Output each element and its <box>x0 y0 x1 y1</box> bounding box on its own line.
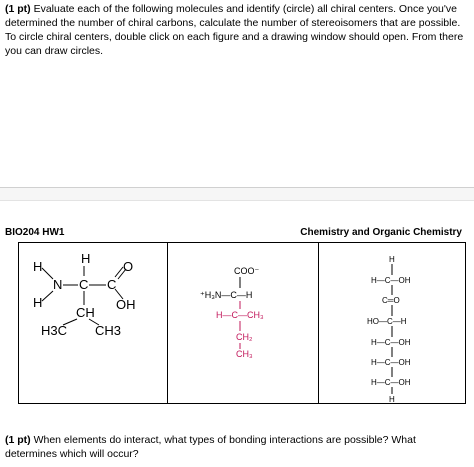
question-1-body: Evaluate each of the following molecules and identify (circle) all chiral centers. Once you've determined the number of chiral carbons, calculate the number of stereoisomers that are possible. To circle chiral centers, double click on each figure and a drawing window should open. From there you can draw circles. <box>5 3 464 57</box>
m3-row-4: H—C—OH <box>371 338 411 347</box>
m1-atom-o: O <box>123 259 134 274</box>
course-label: BIO204 HW1 <box>5 227 65 238</box>
m1-atom-c-alpha: C <box>79 277 89 292</box>
question-1-text <box>5 2 469 58</box>
m2-ch3: CH₃ <box>236 349 253 359</box>
m1-atom-ch3: CH3 <box>95 323 122 338</box>
m2-nh3-row: ⁺H₃N—C—H <box>200 290 253 300</box>
molecule-1-drawing <box>19 243 167 403</box>
m1-atom-h3c: H3C <box>41 323 68 338</box>
page-divider <box>0 187 474 201</box>
m1-atom-ch: CH <box>76 305 95 320</box>
m1-atom-h-alpha: H <box>81 251 91 266</box>
m3-row-1: H—C—OH <box>371 276 411 285</box>
question-1-points: (1 pt) <box>5 3 31 15</box>
m2-coo: COO⁻ <box>234 266 260 276</box>
page-gap <box>0 201 474 227</box>
m3-row-5: H—C—OH <box>371 358 411 367</box>
m1-atom-h-bottom: H <box>33 295 43 310</box>
m3-row-3: HO—C—H <box>367 317 407 326</box>
m2-ch3-row: H—C—CH₃ <box>216 310 264 320</box>
molecule-3-drawing <box>319 243 465 403</box>
molecule-3-figure[interactable] <box>319 243 465 403</box>
m3-bottom-h: H <box>389 395 395 403</box>
m1-atom-oh: OH <box>116 297 136 312</box>
m3-top-h: H <box>389 255 395 264</box>
molecule-2-figure[interactable] <box>168 243 319 403</box>
chapter-label: Chemistry and Organic Chemistry <box>300 227 462 238</box>
question-2-text <box>5 433 469 461</box>
m1-atom-h-top: H <box>33 259 43 274</box>
m1-atom-c-carboxyl: C <box>107 277 117 292</box>
molecule-table <box>18 242 466 404</box>
question-2-body: When elements do interact, what types of bonding interactions are possible? What determines which will occur? <box>5 434 416 460</box>
m3-row-2: C═O <box>382 296 400 305</box>
m2-ch2: CH₂ <box>236 332 253 342</box>
molecule-2-drawing <box>168 243 318 403</box>
molecule-1-figure[interactable] <box>19 243 168 403</box>
question-2-points: (1 pt) <box>5 434 31 446</box>
m1-atom-n: N <box>53 277 63 292</box>
m3-row-6: H—C—OH <box>371 378 411 387</box>
